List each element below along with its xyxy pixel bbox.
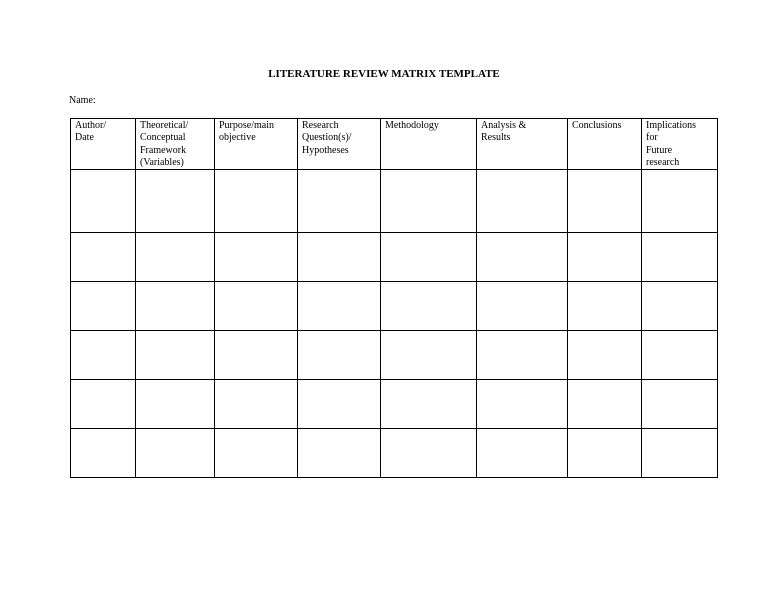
table-cell[interactable] bbox=[568, 380, 642, 429]
table-cell[interactable] bbox=[642, 331, 718, 380]
table-row bbox=[71, 282, 718, 331]
table-cell[interactable] bbox=[136, 282, 215, 331]
table-cell[interactable] bbox=[136, 429, 215, 478]
table-cell[interactable] bbox=[298, 331, 381, 380]
header-text: Methodology bbox=[385, 120, 439, 131]
table-cell[interactable] bbox=[477, 429, 568, 478]
table-cell[interactable] bbox=[568, 331, 642, 380]
table-cell[interactable] bbox=[642, 282, 718, 331]
header-text: Question(s)/ bbox=[302, 132, 352, 144]
table-row bbox=[71, 170, 718, 233]
table-cell[interactable] bbox=[215, 282, 298, 331]
header-row bbox=[71, 119, 718, 170]
table-cell[interactable] bbox=[215, 429, 298, 478]
table-cell[interactable] bbox=[298, 380, 381, 429]
document-title: LITERATURE REVIEW MATRIX TEMPLATE bbox=[268, 68, 500, 80]
header-conclusions bbox=[568, 119, 642, 170]
header-text: Conceptual bbox=[140, 132, 186, 144]
header-text: Purpose/main bbox=[219, 120, 274, 131]
table-cell[interactable] bbox=[136, 233, 215, 282]
header-text: for bbox=[646, 132, 658, 144]
table-cell[interactable] bbox=[568, 170, 642, 233]
table-cell[interactable] bbox=[215, 380, 298, 429]
table-cell[interactable] bbox=[568, 282, 642, 331]
table-cell[interactable] bbox=[381, 331, 477, 380]
header-research-questions bbox=[298, 119, 381, 170]
table-cell[interactable] bbox=[381, 170, 477, 233]
header-implications bbox=[642, 119, 718, 170]
header-text: Future bbox=[646, 144, 673, 156]
literature-review-matrix bbox=[70, 118, 718, 478]
header-methodology bbox=[381, 119, 477, 170]
header-purpose bbox=[215, 119, 298, 170]
table-cell[interactable] bbox=[477, 233, 568, 282]
header-text: Implications bbox=[646, 120, 696, 131]
table-cell[interactable] bbox=[642, 380, 718, 429]
table-cell[interactable] bbox=[381, 233, 477, 282]
table-cell[interactable] bbox=[298, 429, 381, 478]
header-text: Theoretical/ bbox=[140, 120, 189, 131]
table-cell[interactable] bbox=[136, 331, 215, 380]
header-text: Framework bbox=[140, 144, 187, 156]
table-cell[interactable] bbox=[71, 282, 136, 331]
table-cell[interactable] bbox=[71, 170, 136, 233]
header-analysis-results bbox=[477, 119, 568, 170]
header-text: Hypotheses bbox=[302, 144, 349, 156]
table-cell[interactable] bbox=[568, 429, 642, 478]
name-label: Name: bbox=[69, 95, 96, 106]
table-cell[interactable] bbox=[298, 233, 381, 282]
table-cell[interactable] bbox=[381, 380, 477, 429]
header-text: Conclusions bbox=[572, 120, 622, 131]
header-text: Date bbox=[75, 132, 94, 144]
table-cell[interactable] bbox=[136, 380, 215, 429]
table-cell[interactable] bbox=[477, 282, 568, 331]
table-cell[interactable] bbox=[477, 331, 568, 380]
table-cell[interactable] bbox=[71, 331, 136, 380]
table-cell[interactable] bbox=[568, 233, 642, 282]
table-row bbox=[71, 429, 718, 478]
table-cell[interactable] bbox=[136, 170, 215, 233]
table-cell[interactable] bbox=[477, 380, 568, 429]
table-cell[interactable] bbox=[71, 429, 136, 478]
table-row bbox=[71, 380, 718, 429]
header-text: (Variables) bbox=[140, 156, 184, 168]
header-text: Research bbox=[302, 120, 339, 131]
table-cell[interactable] bbox=[215, 331, 298, 380]
header-theoretical-framework bbox=[136, 119, 215, 170]
header-text: Analysis & bbox=[481, 120, 527, 131]
table-row bbox=[71, 233, 718, 282]
table-cell[interactable] bbox=[642, 429, 718, 478]
header-text: Author/ bbox=[75, 120, 107, 131]
table-cell[interactable] bbox=[215, 233, 298, 282]
table-cell[interactable] bbox=[71, 233, 136, 282]
header-text: Results bbox=[481, 132, 511, 144]
table-cell[interactable] bbox=[381, 429, 477, 478]
header-text: research bbox=[646, 156, 680, 168]
header-author-date bbox=[71, 119, 136, 170]
table-cell[interactable] bbox=[71, 380, 136, 429]
header-text: objective bbox=[219, 132, 256, 144]
table-row bbox=[71, 331, 718, 380]
table-cell[interactable] bbox=[381, 282, 477, 331]
table-cell[interactable] bbox=[642, 233, 718, 282]
table-cell[interactable] bbox=[642, 170, 718, 233]
table-cell[interactable] bbox=[298, 170, 381, 233]
table-cell[interactable] bbox=[477, 170, 568, 233]
table-cell[interactable] bbox=[215, 170, 298, 233]
table-cell[interactable] bbox=[298, 282, 381, 331]
